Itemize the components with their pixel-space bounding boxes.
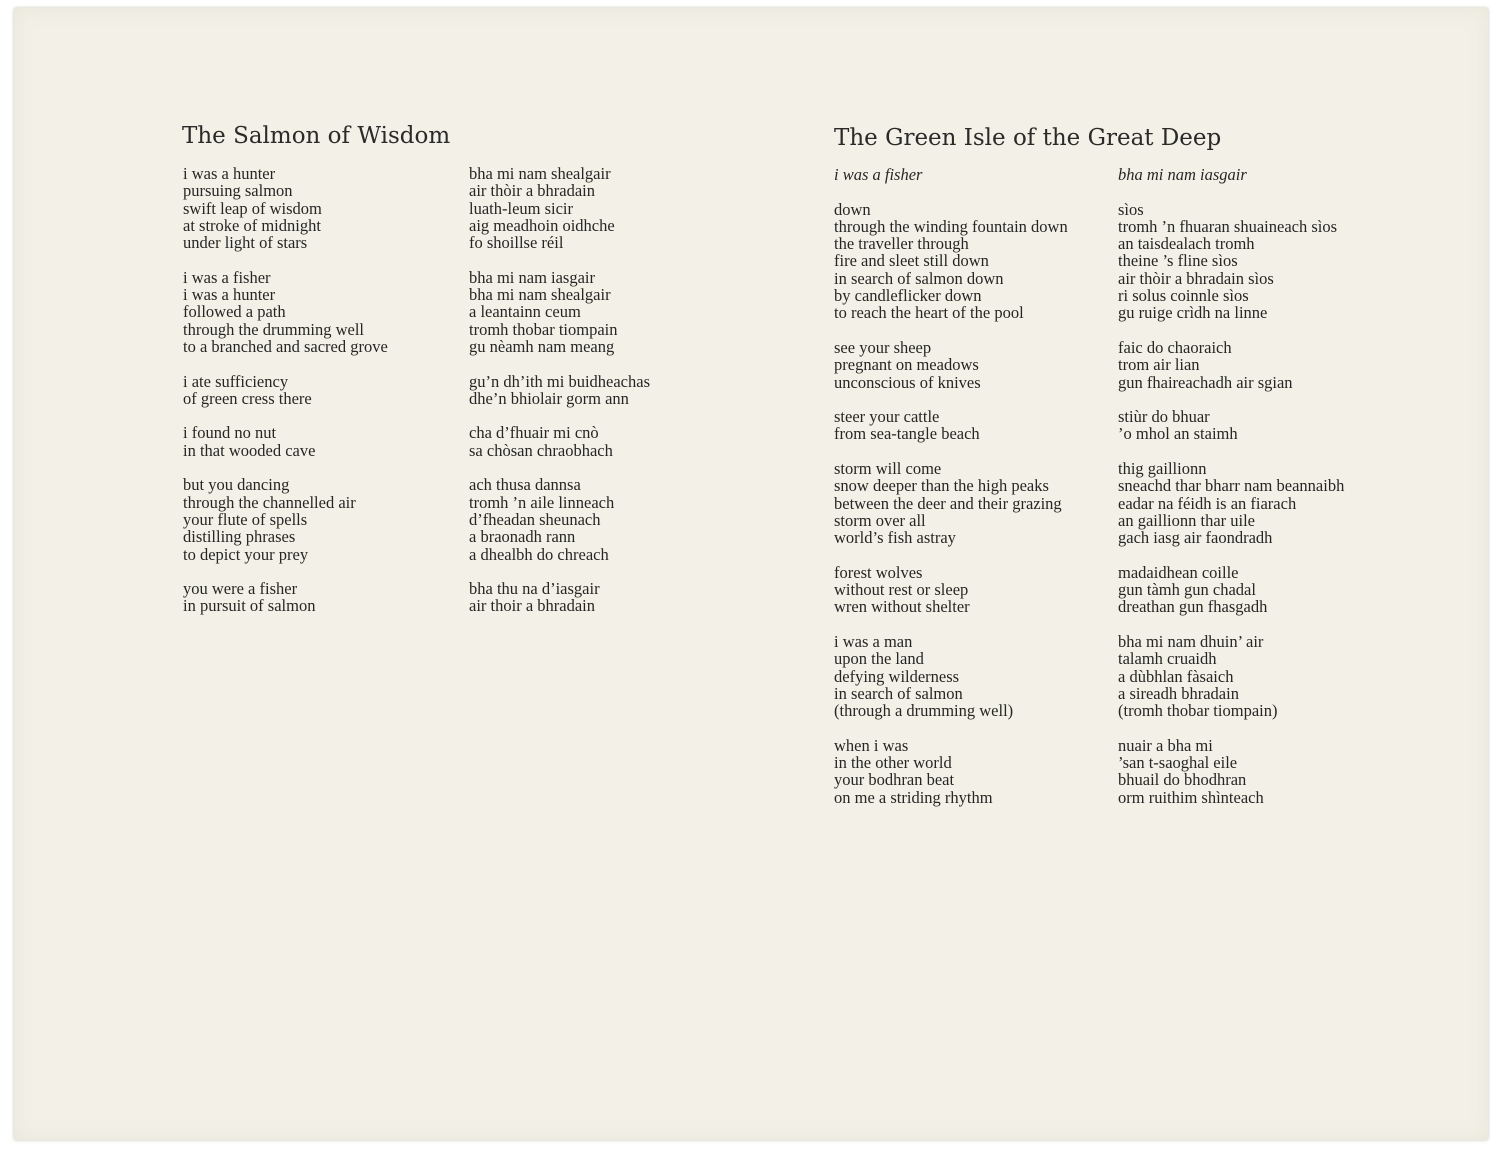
stanza bbox=[1118, 460, 1344, 546]
verse-line: unconscious of knives bbox=[834, 372, 981, 392]
verse-line: gun fhaireachadh air sgian bbox=[1118, 372, 1293, 392]
verse-line: air thoir a bhradain bbox=[469, 596, 595, 616]
verse-line: fo shoillse réil bbox=[469, 233, 564, 253]
verse-line: a sireadh bhradain bbox=[1118, 683, 1239, 703]
verse-line: under light of stars bbox=[183, 233, 308, 253]
verse-line: a dhealbh do chreach bbox=[469, 544, 609, 564]
verse-line: i found no nut bbox=[183, 423, 277, 443]
verse-line: at stroke of midnight bbox=[183, 215, 321, 235]
verse-line: forest wolves bbox=[834, 562, 923, 582]
verse-line: talamh cruaidh bbox=[1118, 649, 1217, 669]
verse-line: upon the land bbox=[834, 649, 924, 669]
verse-line: when i was bbox=[834, 735, 909, 755]
verse-line: i was a hunter bbox=[183, 164, 276, 183]
verse-line: i ate sufficiency bbox=[183, 371, 289, 391]
verse-line: storm will come bbox=[834, 459, 942, 479]
verse-line: air thòir a bhradain bbox=[469, 181, 595, 201]
verse-line: tromh ’n aile linneach bbox=[469, 492, 615, 512]
verse-line: theine ’s fline sìos bbox=[1118, 251, 1238, 271]
verse-line: swift leap of wisdom bbox=[183, 198, 322, 218]
verse-line: in search of salmon bbox=[834, 683, 963, 703]
verse-line: tromh thobar tiompain bbox=[469, 319, 618, 339]
stanza bbox=[183, 373, 388, 408]
verse-line: wren without shelter bbox=[834, 597, 970, 617]
verse-line: (tromh thobar tiompain) bbox=[1118, 701, 1278, 721]
verse-line: snow deeper than the high peaks bbox=[834, 476, 1049, 496]
poem-title-salmon-of-wisdom: The Salmon of Wisdom bbox=[182, 123, 451, 149]
verse-line: bha mi nam iasgair bbox=[469, 267, 596, 287]
verse-line: between the deer and their grazing bbox=[834, 493, 1062, 513]
verse-line: down bbox=[834, 199, 871, 219]
verse-line: orm ruithim shìnteach bbox=[1118, 787, 1264, 807]
verse-line: through the channelled air bbox=[183, 492, 356, 512]
verse-line: without rest or sleep bbox=[834, 580, 969, 600]
verse-line: tromh ’n fhuaran shuaineach sìos bbox=[1118, 216, 1338, 236]
verse-line: sneachd thar bharr nam beannaibh bbox=[1118, 476, 1345, 496]
verse-line: pregnant on meadows bbox=[834, 355, 979, 375]
stanza bbox=[1118, 633, 1344, 719]
verse-line: through the winding fountain down bbox=[834, 216, 1068, 236]
verse-line: to depict your prey bbox=[183, 544, 309, 564]
poem-title-green-isle: The Green Isle of the Great Deep bbox=[834, 125, 1222, 151]
verse-line: in search of salmon down bbox=[834, 268, 1004, 288]
verse-line: world’s fish astray bbox=[834, 528, 956, 548]
verse-line: i was a fisher bbox=[183, 267, 271, 287]
verse-line: in pursuit of salmon bbox=[183, 596, 316, 616]
verse-line: d’fheadan sheunach bbox=[469, 509, 601, 529]
verse-line: nuair a bha mi bbox=[1118, 735, 1213, 755]
stanza bbox=[834, 339, 1068, 391]
stanza bbox=[834, 737, 1068, 806]
stanza bbox=[1118, 201, 1344, 322]
verse-line: steer your cattle bbox=[834, 407, 940, 427]
verse-line: pursuing salmon bbox=[183, 181, 293, 201]
verse-line: (through a drumming well) bbox=[834, 701, 1014, 721]
verse-line: madaidhean coille bbox=[1118, 562, 1239, 582]
verse-line: aig meadhoin oidhche bbox=[469, 215, 615, 235]
poem1-gaelic-column bbox=[469, 165, 650, 615]
verse-line: eadar na féidh is an fiarach bbox=[1118, 493, 1297, 513]
verse-line: the traveller through bbox=[834, 234, 969, 254]
verse-line: dreathan gun fhasgadh bbox=[1118, 597, 1268, 617]
stanza bbox=[469, 165, 650, 251]
verse-line: followed a path bbox=[183, 302, 286, 322]
poem2-english-subtitle: i was a fisher bbox=[834, 165, 923, 184]
stanza bbox=[469, 424, 650, 459]
verse-line: from sea-tangle beach bbox=[834, 424, 980, 444]
verse-line: defying wilderness bbox=[834, 666, 960, 686]
stanza bbox=[183, 165, 388, 251]
verse-line: sìos bbox=[1118, 199, 1144, 219]
verse-line: storm over all bbox=[834, 510, 926, 530]
verse-line: i was a hunter bbox=[183, 285, 276, 305]
verse-line: in the other world bbox=[834, 753, 952, 773]
stanza bbox=[1118, 737, 1344, 806]
verse-line: see your sheep bbox=[834, 337, 932, 357]
verse-line: luath-leum sicir bbox=[469, 198, 574, 218]
verse-line: gu nèamh nam meang bbox=[469, 336, 615, 356]
verse-line: a dùbhlan fàsaich bbox=[1118, 666, 1234, 686]
stanza bbox=[1118, 408, 1344, 443]
stanza bbox=[834, 564, 1068, 616]
verse-line: ’san t-saoghal eile bbox=[1118, 753, 1238, 773]
verse-line: bha mi nam shealgair bbox=[469, 285, 611, 305]
verse-line: gu’n dh’ith mi buidheachas bbox=[469, 371, 651, 391]
poem1-english-column bbox=[183, 165, 388, 615]
verse-line: your flute of spells bbox=[183, 509, 308, 529]
verse-line: bhuail do bhodhran bbox=[1118, 770, 1247, 790]
stanza bbox=[834, 460, 1068, 546]
verse-line: you were a fisher bbox=[183, 579, 298, 599]
poem2-english-column bbox=[834, 166, 1068, 806]
verse-line: cha d’fhuair mi cnò bbox=[469, 423, 599, 443]
stanza bbox=[469, 580, 650, 615]
stanza bbox=[834, 633, 1068, 719]
verse-line: gach iasg air faondradh bbox=[1118, 528, 1273, 548]
verse-line: stiùr do bhuar bbox=[1118, 407, 1210, 427]
stanza bbox=[183, 580, 388, 615]
stanza bbox=[1118, 564, 1344, 616]
stanza bbox=[469, 269, 650, 355]
stanza bbox=[1118, 339, 1344, 391]
stanza bbox=[469, 476, 650, 562]
stanza bbox=[834, 201, 1068, 322]
stanza bbox=[183, 476, 388, 562]
verse-line: through the drumming well bbox=[183, 319, 365, 339]
verse-line: fire and sleet still down bbox=[834, 251, 989, 271]
verse-line: an gaillionn thar uile bbox=[1118, 510, 1256, 530]
verse-line: a leantainn ceum bbox=[469, 302, 581, 322]
verse-line: ach thusa dannsa bbox=[469, 475, 581, 495]
verse-line: but you dancing bbox=[183, 475, 290, 495]
stanza bbox=[183, 269, 388, 355]
paper-sheet bbox=[14, 8, 1488, 1140]
verse-line: in that wooded cave bbox=[183, 440, 316, 460]
verse-line: on me a striding rhythm bbox=[834, 787, 993, 807]
verse-line: gun tàmh gun chadal bbox=[1118, 580, 1256, 600]
verse-line: faic do chaoraich bbox=[1118, 337, 1232, 357]
verse-line: distilling phrases bbox=[183, 527, 296, 547]
verse-line: trom air lian bbox=[1118, 355, 1200, 375]
verse-line: a braonadh rann bbox=[469, 527, 576, 547]
verse-line: bha mi nam dhuin’ air bbox=[1118, 632, 1264, 652]
poem2-gaelic-column bbox=[1118, 166, 1344, 806]
verse-line: bha mi nam shealgair bbox=[469, 164, 611, 183]
verse-line: by candleflicker down bbox=[834, 286, 982, 306]
poem2-gaelic-subtitle: bha mi nam iasgair bbox=[1118, 165, 1247, 184]
verse-line: thig gaillionn bbox=[1118, 459, 1207, 479]
stanza bbox=[834, 408, 1068, 443]
verse-line: dhe’n bhiolair gorm ann bbox=[469, 388, 629, 408]
verse-line: sa chòsan chraobhach bbox=[469, 440, 613, 460]
verse-line: gu ruige crìdh na linne bbox=[1118, 303, 1268, 323]
verse-line: an taisdealach tromh bbox=[1118, 234, 1255, 254]
stanza bbox=[469, 373, 650, 408]
verse-line: of green cress there bbox=[183, 388, 312, 408]
verse-line: ri solus coinnle sìos bbox=[1118, 286, 1249, 306]
verse-line: air thòir a bhradain sìos bbox=[1118, 268, 1274, 288]
verse-line: your bodhran beat bbox=[834, 770, 955, 790]
verse-line: to reach the heart of the pool bbox=[834, 303, 1024, 323]
verse-line: bha thu na d’iasgair bbox=[469, 579, 600, 599]
stanza bbox=[183, 424, 388, 459]
verse-line: i was a man bbox=[834, 632, 913, 652]
verse-line: ’o mhol an staimh bbox=[1118, 424, 1238, 444]
verse-line: to a branched and sacred grove bbox=[183, 336, 388, 356]
